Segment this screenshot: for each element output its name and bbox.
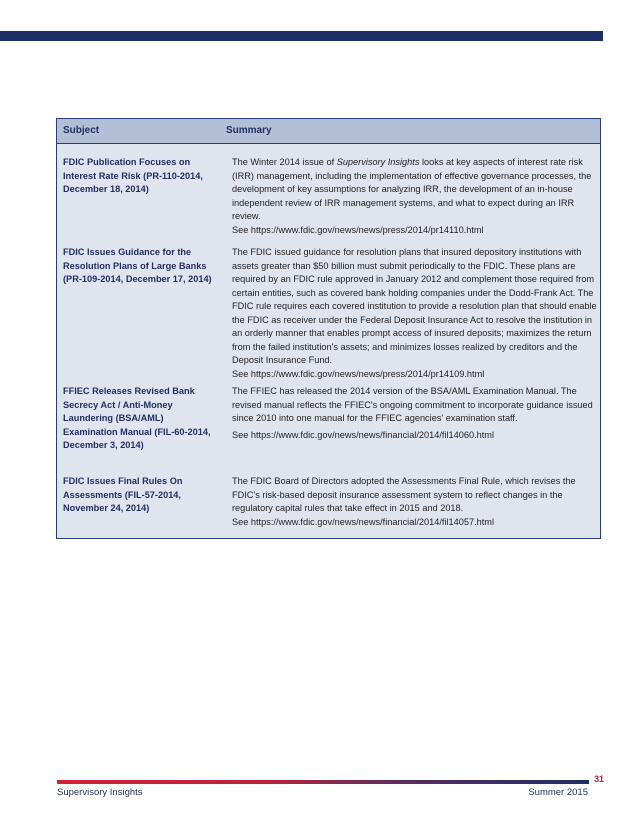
footer-rule — [57, 780, 589, 784]
publication-title: Supervisory Insights — [336, 157, 420, 167]
row-subject: FDIC Publication Focuses on Interest Rate Risk (PR-110-2014, December 18, 2014) — [63, 157, 203, 194]
row-summary — [232, 246, 604, 381]
row-summary — [232, 385, 604, 442]
row-subject: FFIEC Releases Revised Bank Secrecy Act / Anti-Money Laundering (BSA/AML) Examination Manual (FIL-60-2014, December 3, 2014) — [63, 386, 211, 450]
summary-text: looks at key aspects of interest rate risk (IRR) management, including the implementation of effective governance processes, the development of key assumptions for analyzing IRR, the development of an in-house independent review of IRR management systems, and what to expect during an IRR review. — [232, 157, 592, 221]
row-subject: FDIC Issues Final Rules On Assessments (FIL-57-2014, November 24, 2014) — [63, 476, 183, 513]
row-link[interactable]: See https://www.fdic.gov/news/news/press/2014/pr14109.html — [232, 368, 485, 379]
page-number: 31 — [594, 774, 605, 784]
row-link[interactable]: See https://www.fdic.gov/news/news/financial/2014/fil14060.html — [232, 429, 494, 440]
summary-column-header: Summary — [226, 125, 272, 136]
publication-name: Supervisory Insights — [57, 787, 143, 798]
summary-text: The FDIC Board of Directors adopted the Assessments Final Rule, which revises the FDIC's risk-based deposit insurance assessment system to reflect changes in the regulatory capital rules that take effect in 2015 and 2018. — [232, 476, 576, 513]
row-link[interactable]: See https://www.fdic.gov/news/news/financial/2014/fil14057.html — [232, 516, 494, 527]
summary-text: The FDIC issued guidance for resolution plans that insured depository institutions with assets greater than $50 billion must submit periodically to the FDIC. These plans are required by an FDIC rule approved in January 2012 and complement those required from certain entities, such as covered bank holding companies under the Dodd-Frank Act. The FDIC rule requires each covered institution to provide a resolution plan that should enable the FDIC as receiver under the Federal Deposit Insurance Act to resolve the institution in an orderly manner that enables prompt access of insured deposits; maximizes the return from the failed institution's assets; and minimizes losses realized by creditors and the Deposit Insurance Fund. — [232, 247, 597, 365]
top-header-bar — [0, 31, 603, 41]
row-summary — [232, 156, 604, 237]
subject-column-header: Subject — [63, 125, 100, 136]
row-summary — [232, 475, 604, 529]
summary-text: The FFIEC has released the 2014 version of the BSA/AML Examination Manual. The revised manual reflects the FFIEC's ongoing commitment to incorporate guidance issued since 2010 into one manual for the FFIEC agencies' examination staff. — [232, 386, 593, 423]
table-header — [57, 119, 600, 144]
news-summary-table — [56, 118, 601, 539]
row-link[interactable]: See https://www.fdic.gov/news/news/press/2014/pr14110.html — [232, 224, 484, 235]
summary-text: The Winter 2014 issue of — [232, 157, 337, 167]
row-subject: FDIC Issues Guidance for the Resolution Plans of Large Banks (PR-109-2014, December 17, 2014) — [63, 247, 212, 284]
issue-date: Summer 2015 — [528, 787, 588, 798]
